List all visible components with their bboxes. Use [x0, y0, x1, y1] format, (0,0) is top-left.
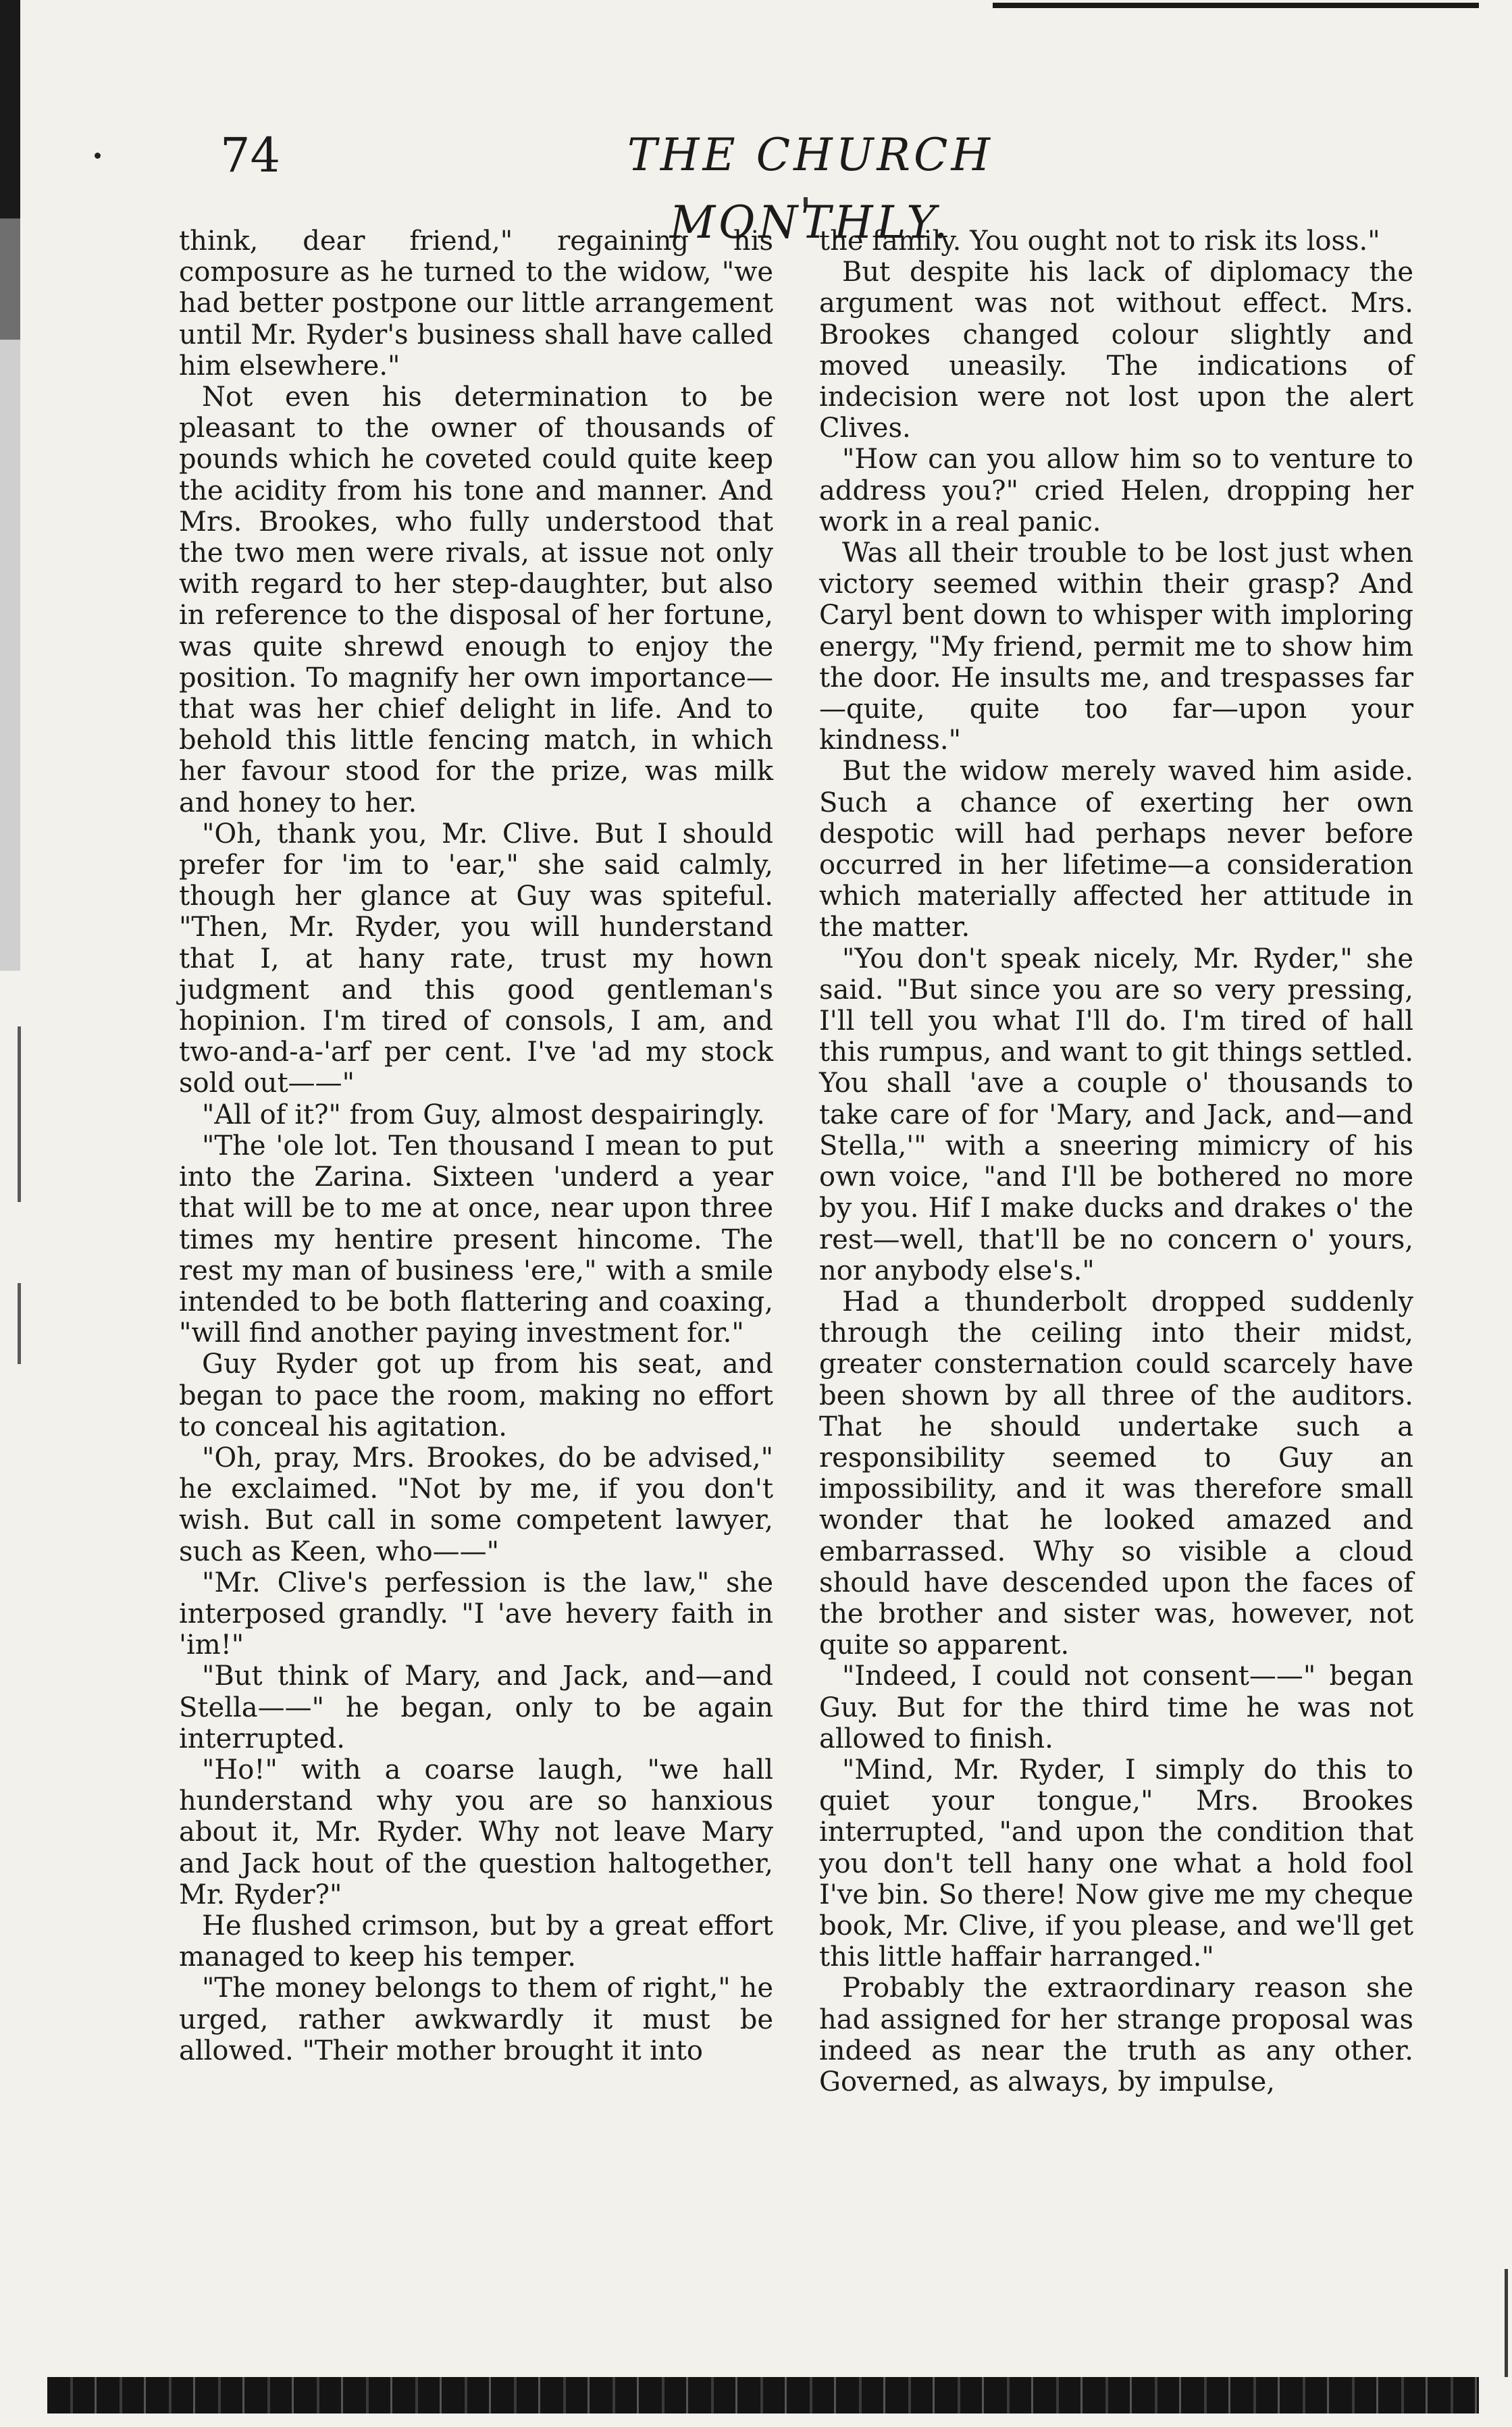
paragraph: "All of it?" from Guy, almost despairingly. — [202, 1099, 765, 1130]
paragraph: "How can you allow him so to venture to address you?" cried Helen, dropping her work in a real panic. — [819, 444, 1413, 538]
binding-speck — [18, 1026, 21, 1202]
paragraph: think, dear friend," regaining his composure as he turned to the widow, "we had better postpone our little arrangement until Mr. Ryder's business shall have called him elsewhere." — [179, 226, 773, 382]
left-column — [179, 226, 773, 2066]
margin-dot — [95, 153, 101, 159]
paragraph: "You don't speak nicely, Mr. Ryder," she said. "But since you are so very pressing, I'll tell you what I'll do. I'm tired of hall this rumpus, and want to git things settled. You shall 'ave a couple o' thousands to take care of for 'Mary, and Jack, and—and Stella,'" with a sneering mimicry of his own voice, "and I'll be bothered no more by you. Hif I make ducks and drakes o' the rest—well, that'll be no concern o' yours, nor anybody else's." — [819, 943, 1413, 1286]
paragraph: "Mr. Clive's perfession is the law," she interposed grandly. "I 'ave hevery faith in 'im!" — [179, 1567, 773, 1661]
binding-speck — [18, 1283, 21, 1364]
paragraph: "Oh, thank you, Mr. Clive. But I should prefer for 'im to 'ear," she said calmly, though her glance at Guy was spiteful. "Then, Mr. Ryder, you will hunderstand that I, at hany rate, trust my hown judgment and this good gentleman's hopinion. I'm tired of consols, I am, and two-and-a-'arf per cent. I've 'ad my stock sold out——" — [179, 818, 773, 1099]
page-number: 74 — [220, 128, 281, 183]
binding-shadow — [0, 0, 20, 2427]
paragraph: "The 'ole lot. Ten thousand I mean to put into the Zarina. Sixteen 'underd a year that will be to me at once, near upon three times my hentire present hincome. The rest my man of business 'ere," with a smile intended to be both flattering and coaxing, "will find another paying investment for." — [179, 1130, 773, 1349]
top-rule — [993, 3, 1479, 8]
running-title: THE CHURCH MONTHLY. — [627, 129, 994, 249]
paragraph: But the widow merely waved him aside. Such a chance of exerting her own despotic will had perhaps never before occurred in her lifetime—a consideration which materially affected her attitude in the matter. — [819, 756, 1413, 943]
paragraph: "Indeed, I could not consent——" began Guy. But for the third time he was not allowed to finish. — [819, 1661, 1413, 1754]
paragraph: He flushed crimson, but by a great effort managed to keep his temper. — [179, 1910, 773, 1973]
right-column — [819, 226, 1413, 2097]
paragraph: "Ho!" with a coarse laugh, "we hall hunderstand why you are so hanxious about it, Mr. Ryder. Why not leave Mary and Jack hout of the question haltogether, Mr. Ryder?" — [179, 1754, 773, 1910]
paragraph: Probably the extraordinary reason she had assigned for her strange proposal was indeed as near the truth as any other. Governed, as always, by impulse, — [819, 1973, 1413, 2097]
bottom-rule — [47, 2377, 1479, 2413]
paragraph: But despite his lack of diplomacy the argument was not without effect. Mrs. Brookes changed colour slightly and moved uneasily. The indications of indecision were not lost upon the alert Clives. — [819, 257, 1413, 444]
paragraph: "Oh, pray, Mrs. Brookes, do be advised," he exclaimed. "Not by me, if you don't wish. But call in some competent lawyer, such as Keen, who——" — [179, 1442, 773, 1567]
paragraph: Guy Ryder got up from his seat, and began to pace the room, making no effort to conceal his agitation. — [179, 1349, 773, 1442]
paragraph: "But think of Mary, and Jack, and—and Stella——" he began, only to be again interrupted. — [179, 1661, 773, 1754]
paragraph: the family. You ought not to risk its loss." — [819, 226, 1380, 257]
paragraph: Not even his determination to be pleasant to the owner of thousands of pounds which he coveted could quite keep the acidity from his tone and manner. And Mrs. Brookes, who fully understood that the two men were rivals, at issue not only with regard to her step-daughter, but also in reference to the disposal of her fortune, was quite shrewd enough to enjoy the position. To magnify her own importance—that was her chief delight in life. And to behold this little fencing match, in which her favour stood for the prize, was milk and honey to her. — [179, 382, 773, 818]
paragraph: Was all their trouble to be lost just when victory seemed within their grasp? And Caryl bent down to whisper with imploring energy, "My friend, permit me to show him the door. He insults me, and trespasses far—quite, quite too far—upon your kindness." — [819, 538, 1413, 756]
paragraph: Had a thunderbolt dropped suddenly through the ceiling into their midst, greater consternation could scarcely have been shown by all three of the auditors. That he should undertake such a responsibility seemed to Guy an impossibility, and it was therefore small wonder that he looked amazed and embarrassed. Why so visible a cloud should have descended upon the faces of the brother and sister was, however, not quite so apparent. — [819, 1286, 1413, 1661]
paragraph: "The money belongs to them of right," he urged, rather awkwardly it must be allowed. "Their mother brought it into — [179, 1973, 773, 2066]
edge-mark — [1505, 2269, 1508, 2377]
paragraph: "Mind, Mr. Ryder, I simply do this to quiet your tongue," Mrs. Brookes interrupted, "and upon the condition that you don't tell hany one what a hold fool I've bin. So there! Now give me my cheque book, Mr. Clive, if you please, and we'll get this little haffair harranged." — [819, 1754, 1413, 1973]
